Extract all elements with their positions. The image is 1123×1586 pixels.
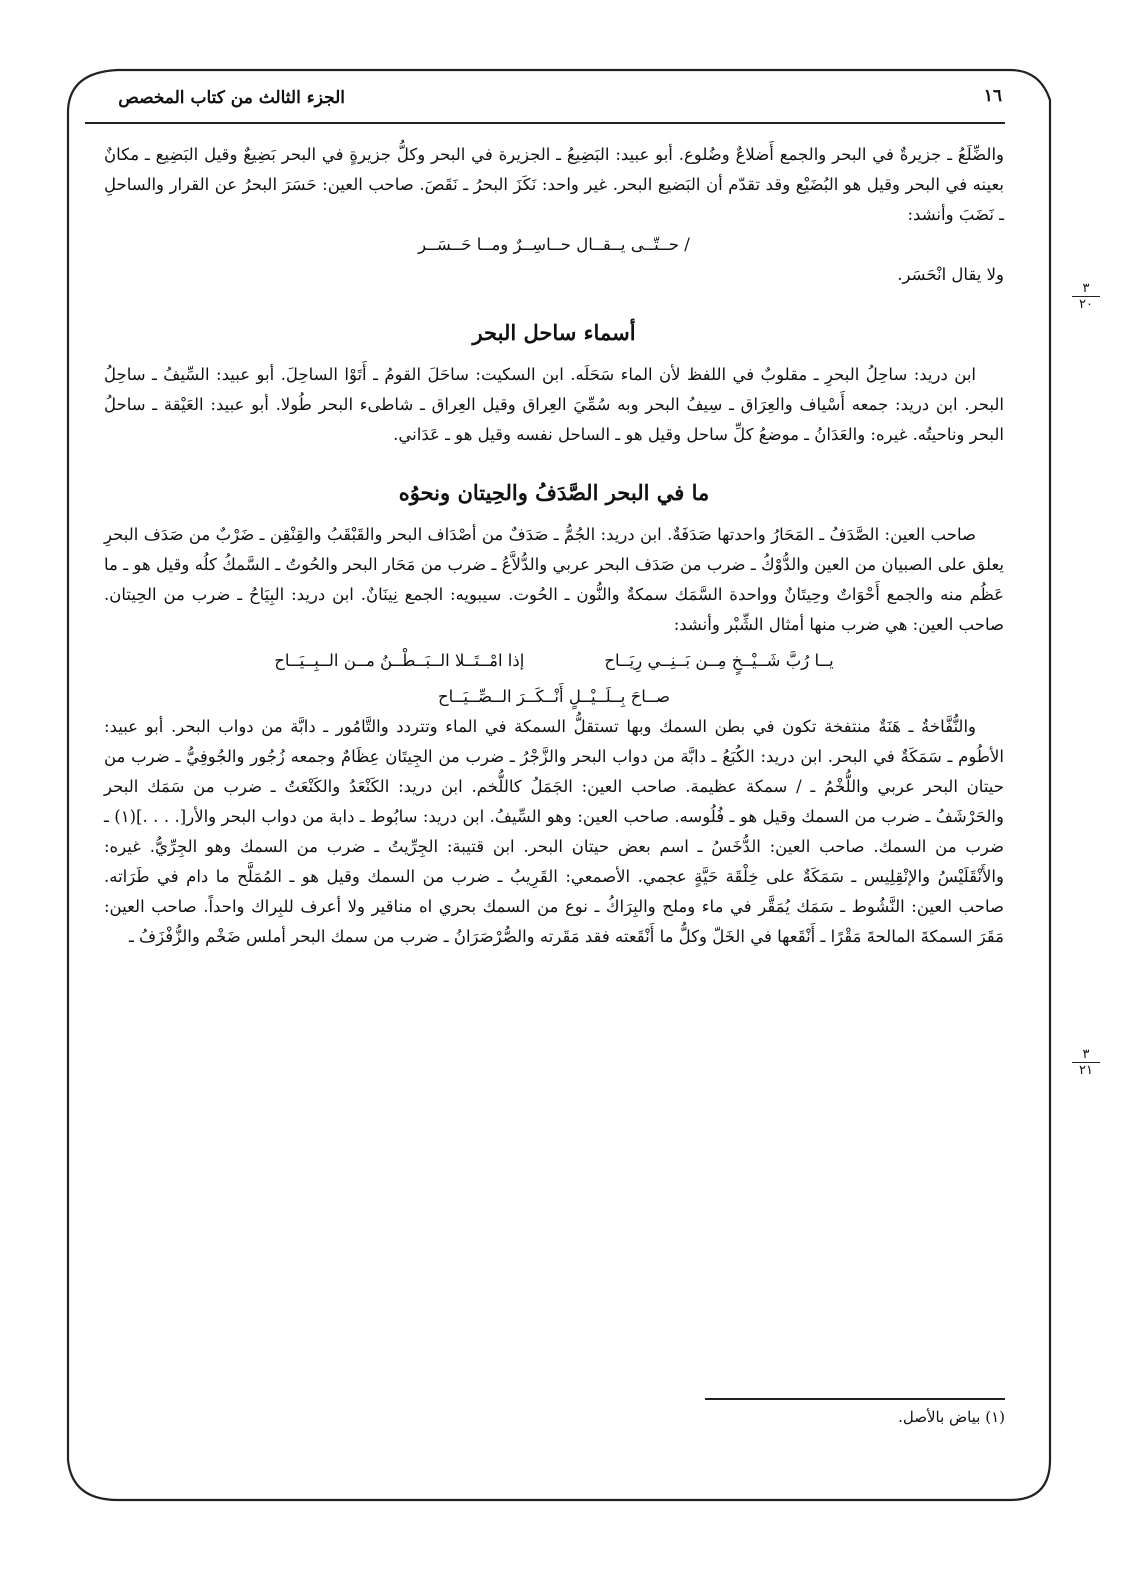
section-heading: أسماء ساحل البحر	[472, 320, 636, 345]
paragraph: ابن دريد: ساحِلُ البحرِ ـ مقلوبٌ في اللفظ لأن الماء سَحَلَه. ابن السكيت: ساحَلَ القومُ ـ أَتَوْا الساحِلَ. أبو عبيد: السِّيفُ ـ ساحِلُ البحر. ابن دريد: جمعه أَسْياف والعِرَاق ـ سِيفُ البحر وبه سُمِّيَ العِراق وقيل العِراق ـ شاطىء البحر طُولا. أبو عبيد: العَيْقة ـ ساحلُ البحر وناحيتُه. غيره: والعَدَانُ ـ موضعُ كلِّ ساحل وقيل هو ـ الساحل نفسه وقيل هو ـ عَدَاني.	[104, 365, 1004, 444]
margin-mark-bottom: ٢٠	[1079, 297, 1093, 312]
margin-mark-top: ٣	[1082, 281, 1090, 296]
paragraph: ولا يقال انْحَسَر.	[897, 265, 1004, 284]
margin-folio-mark	[1072, 282, 1100, 311]
verse-hemistich: يــا رُبَّ شَــيْــخٍ مِــن بَــنِــي رِيَــاح	[604, 651, 834, 670]
margin-mark-bottom: ٢١	[1079, 1063, 1093, 1078]
verse-line: صــاحَ بِــلَــيْــلٍ أَنْــكَــرَ الــصِّــيَــاح	[438, 687, 670, 706]
verse-line: / حــتّــى يــقــال حــاسِــرٌ ومــا حَــسَــر	[418, 235, 690, 254]
verse-hemistich: إذا امْــتَــلا الــبَــطْــنُ مــن الــبِــيَــاح	[274, 651, 525, 670]
section-heading: ما في البحر الصَّدَفُ والحِيتان ونحوُه	[398, 480, 710, 505]
verse-couplet	[104, 646, 1004, 676]
paragraph: صاحب العين: الصَّدَفُ ـ المَحَارُ واحدتها صَدَفَةٌ. ابن دريد: الجُمُّ ـ صَدَفٌ من أصْدَاف البحر والقَبْقَبُ والقِنْقِن ـ ضَرْبٌ من صَدَف البحرِ يعلق على الصبيان من العين والدُّوْكُ ـ ضرب من صَدَف البحر عربي والدُّلاَّعُ ـ ضرب من مَحَار البحر والحُوتُ ـ السَّمكُ كلُه وقيل هو ـ ما عَظُم منه والجمع أَحْوَاتٌ وحِيتَانٌ وواحدة السَّمَك سمكةٌ والنُّون ـ الحُوت. سيبويه: الجمع نِينَانٌ. ابن دريد: البِيَاحُ ـ ضرب من الحِيتان. صاحب العين: هي ضرب منها أمثال الشِّبْر وأنشد:	[104, 525, 1004, 634]
paragraph: والضِّلَعُ ـ جزيرةٌ في البحر والجمع أَضلاعٌ وضُلوع. أبو عبيد: البَضِيعُ ـ الجزيرة في البحر وكلُّ جزيرةٍ في البحر بَضِيعٌ وقيل البَضِيع ـ مكانٌ بعينه في البحر وقيل هو البُضَيْع وقد تقدّم أن البَضيع البحر. غير واحد: نَكَزَ البحرُ ـ نَقَصَ. صاحب العين: حَسَرَ البحرُ عن القرار والساحلِ ـ نَضَبَ وأنشد:	[104, 145, 1005, 224]
paragraph: والنُّفَّاخةُ ـ هَنَةٌ منتفخة تكون في بطن السمك وبها تستقلُّ السمكة في الماء وتتردد والتَّامُور ـ دابَّة من دواب البحر. أبو عبيد: الأطُوم ـ سَمَكَةٌ في البحر. ابن دريد: الكُبَعُ ـ دابَّة من دواب البحر والزَّجْرُ ـ ضرب من الجِيتَان عِظَامٌ وجمعه زُجُور والجُوفِيُّ ـ ضرب من حيتان البحر عربي واللُّخْمُ ـ / سمكة عظيمة. صاحب العين: الجَمَلُ كاللُّخم. ابن دريد: الكَنْعَدُ والكَنْعَتُ ـ ضرب من سَمَك البحر والحَرْشَفُ ـ ضرب من السمك وقيل هو ـ فُلُوسه. صاحب العين: وهو السِّيفُ. ابن دريد: سابُوط ـ دابة من دواب البحر والأر[. . . .](١) ـ ضرب من السمك. صاحب العين: الدُّخَسُ ـ اسم بعض حيتان البحر. ابن قتيبة: الجِرِّيتُ ـ ضرب من السمك وهو الجِرِّيُّ. غيره: والأَنْقَلَيْسُ والإنْقِلِيس ـ سَمَكَةٌ على خِلْقَة حَيَّةٍ عجمي. الأصمعي: القَرِيبُ ـ ضرب من السمك وقيل هو ـ المُمَلَّح ما دام في طَرَاته. صاحب العين: النَّشُوط ـ سَمَك يُمَقَّر في ماء وملح والبِرَاكُ ـ نوع من السمك بحري اه مناقير ولا أعرف للبِراك واحداً. صاحب العين: مَقَرَ السمكةَ المالحةَ مَقْرًا ـ أَنْقَعها في الخَلّ وكلُّ ما أَنْقَعته فقد مَقَرته والصُّرْصَرَانُ ـ ضرب من سمك البحر أملس ضَخْم والزُّفْزَفُ ـ	[104, 717, 1004, 946]
running-header-title: الجزء الثالث من كتاب المخصص	[118, 88, 345, 108]
margin-mark-top: ٣	[1082, 1047, 1090, 1062]
main-text	[104, 140, 1004, 952]
page-number: ١٦	[983, 86, 1002, 106]
footnote-rule	[705, 1398, 1005, 1400]
margin-folio-mark	[1072, 1048, 1100, 1077]
footnote: (١) بياض بالأصل.	[898, 1408, 1005, 1426]
header-rule	[85, 122, 1005, 124]
